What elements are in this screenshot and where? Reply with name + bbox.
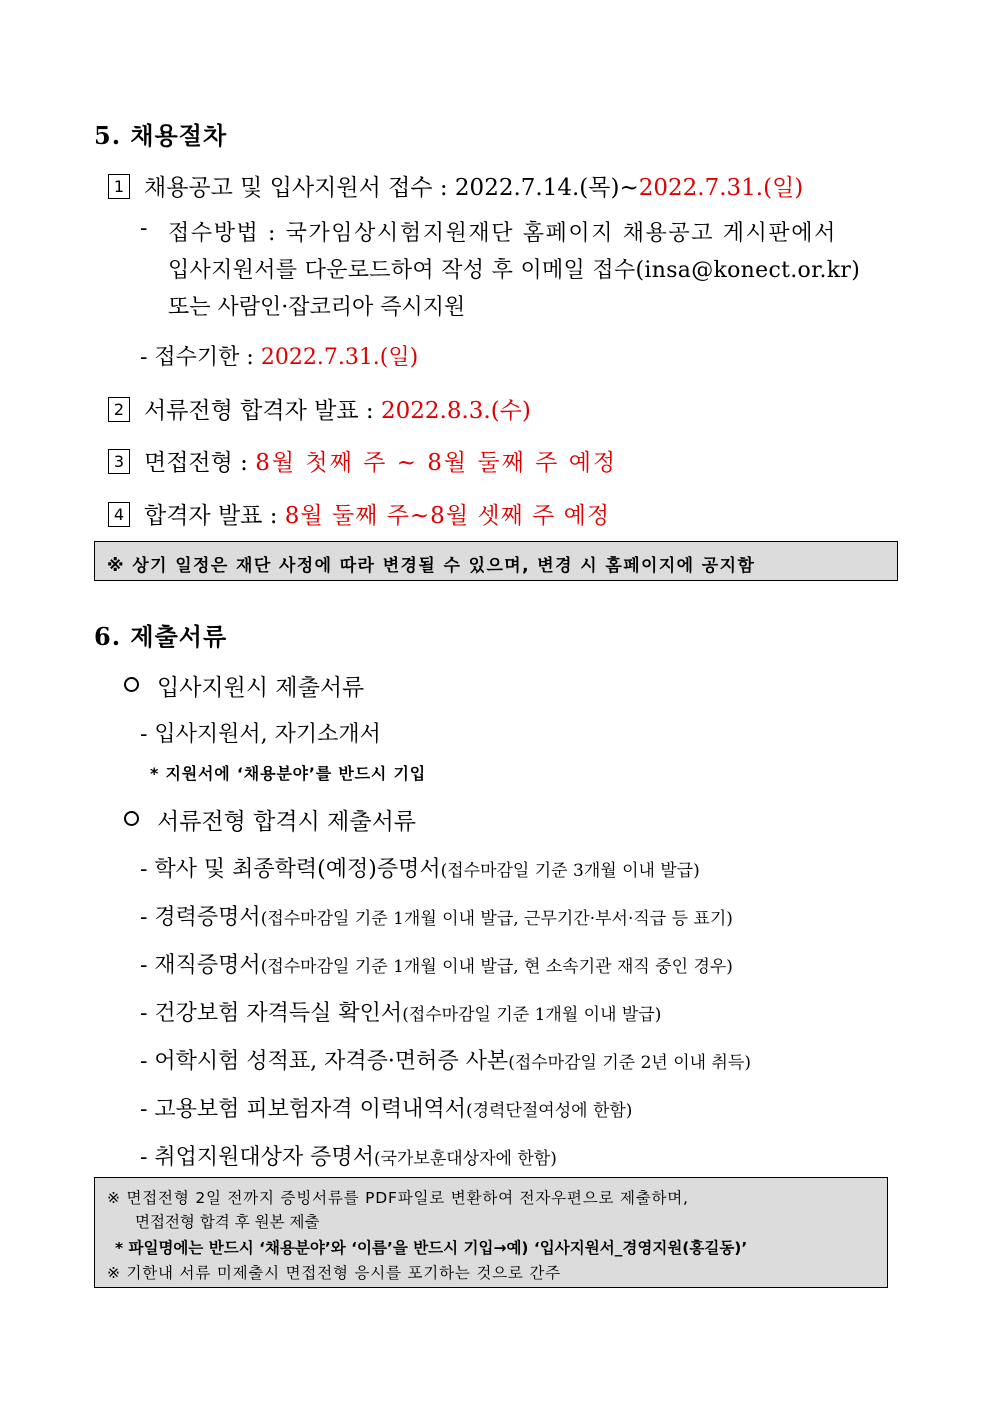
submission-notice-box (94, 1177, 888, 1288)
method-dash: - (140, 216, 148, 241)
group-2-title: 서류전형 합격시 제출서류 (157, 809, 417, 835)
schedule-notice-text: ※ 상기 일정은 재단 사정에 따라 변경될 수 있으며, 변경 시 홈페이지에 공지함 (107, 556, 756, 576)
document-name: - 어학시험 성적표, 자격증·면허증 사본 (140, 1049, 509, 1074)
section-6-title: 6. 제출서류 (94, 622, 228, 651)
document-row (140, 996, 661, 1027)
submission-notice-line-4: ※ 기한내 서류 미제출시 면접전형 응시를 포기하는 것으로 간주 (107, 1264, 561, 1282)
submission-notice-line-2: 면접전형 합격 후 원본 제출 (135, 1213, 320, 1231)
document-condition: (접수마감일 기준 1개월 이내 발급, 현 소속기관 재직 중인 경우) (260, 957, 733, 977)
deadline-line (140, 340, 418, 371)
schedule-item-label: 합격자 발표 : (144, 503, 285, 529)
document-row (140, 852, 700, 883)
document-name: - 건강보험 자격득실 확인서 (140, 1001, 403, 1026)
group-1-note: * 지원서에 ‘채용분야’를 반드시 기입 (150, 764, 426, 783)
submission-notice-line-3: * 파일명에는 반드시 ‘채용분야’와 ‘이름’을 반드시 기입→예) ‘입사지원서_경영지원(홍길동)’ (115, 1239, 748, 1257)
group-1-title: 입사지원시 제출서류 (157, 675, 365, 701)
document-condition: (접수마감일 기준 3개월 이내 발급) (440, 861, 700, 881)
schedule-item-4 (108, 497, 610, 530)
schedule-item-date-highlight: 8월 첫째 주 ~ 8월 둘째 주 예정 (255, 450, 618, 476)
document-condition: (경력단절여성에 한함) (465, 1101, 633, 1121)
schedule-item-date-highlight: 2022.7.31.(일) (638, 175, 804, 201)
document-row (140, 1092, 632, 1123)
document-name: - 경력증명서 (140, 905, 261, 930)
item-number-box: 1 (108, 174, 130, 199)
group-2-heading (124, 803, 416, 836)
schedule-item-3 (108, 444, 617, 477)
group-1-heading (124, 669, 364, 702)
schedule-item-label: 서류전형 합격자 발표 : (144, 398, 381, 424)
document-row (140, 1044, 751, 1075)
schedule-notice-box (94, 541, 898, 581)
document-condition: (접수마감일 기준 1개월 이내 발급) (402, 1005, 662, 1025)
document-row (140, 1140, 557, 1171)
group-1-item: - 입사지원서, 자기소개서 (140, 722, 381, 747)
schedule-item-1 (108, 169, 803, 202)
schedule-item-date: 2022.7.14.(목)~ (454, 175, 639, 201)
document-condition: (접수마감일 기준 2년 이내 취득) (508, 1053, 751, 1073)
document-name: - 학사 및 최종학력(예정)증명서 (140, 857, 441, 882)
item-number-box: 4 (108, 502, 130, 527)
document-row (140, 948, 733, 979)
method-line-1 (168, 216, 896, 247)
schedule-item-date-highlight: 8월 둘째 주~8월 셋째 주 예정 (284, 503, 611, 529)
schedule-item-label: 면접전형 : (144, 450, 256, 476)
item-number-box: 3 (108, 449, 130, 474)
method-line-2: 입사지원서를 다운로드하여 작성 후 이메일 접수(insa@konect.or.kr) (168, 258, 861, 283)
schedule-item-date-highlight: 2022.8.3.(수) (380, 398, 531, 424)
document-condition: (접수마감일 기준 1개월 이내 발급, 근무기간·부서·직급 등 표기) (260, 909, 733, 929)
document-condition: (국가보훈대상자에 한함) (373, 1149, 557, 1169)
document-name: - 취업지원대상자 증명서 (140, 1145, 374, 1170)
submission-notice-line-1: ※ 면접전형 2일 전까지 증빙서류를 PDF파일로 변환하여 전자우편으로 제출하며, (107, 1189, 689, 1207)
deadline-label: - 접수기한 : (140, 345, 261, 370)
schedule-item-2 (108, 392, 531, 425)
deadline-value: 2022.7.31.(일) (260, 345, 419, 370)
document-name: - 재직증명서 (140, 953, 261, 978)
document-name: - 고용보험 피보험자격 이력내역서 (140, 1097, 466, 1122)
document-row (140, 900, 733, 931)
section-5-title: 5. 채용절차 (94, 121, 228, 150)
method-text-1: 접수방법 : 국가임상시험지원재단 홈페이지 채용공고 게시판에서 (168, 221, 837, 246)
method-line-3: 또는 사람인·잡코리아 즉시지원 (168, 295, 466, 320)
schedule-item-label: 채용공고 및 입사지원서 접수 : (144, 175, 455, 201)
circle-bullet-icon (124, 811, 139, 826)
circle-bullet-icon (124, 677, 139, 692)
item-number-box: 2 (108, 397, 130, 422)
